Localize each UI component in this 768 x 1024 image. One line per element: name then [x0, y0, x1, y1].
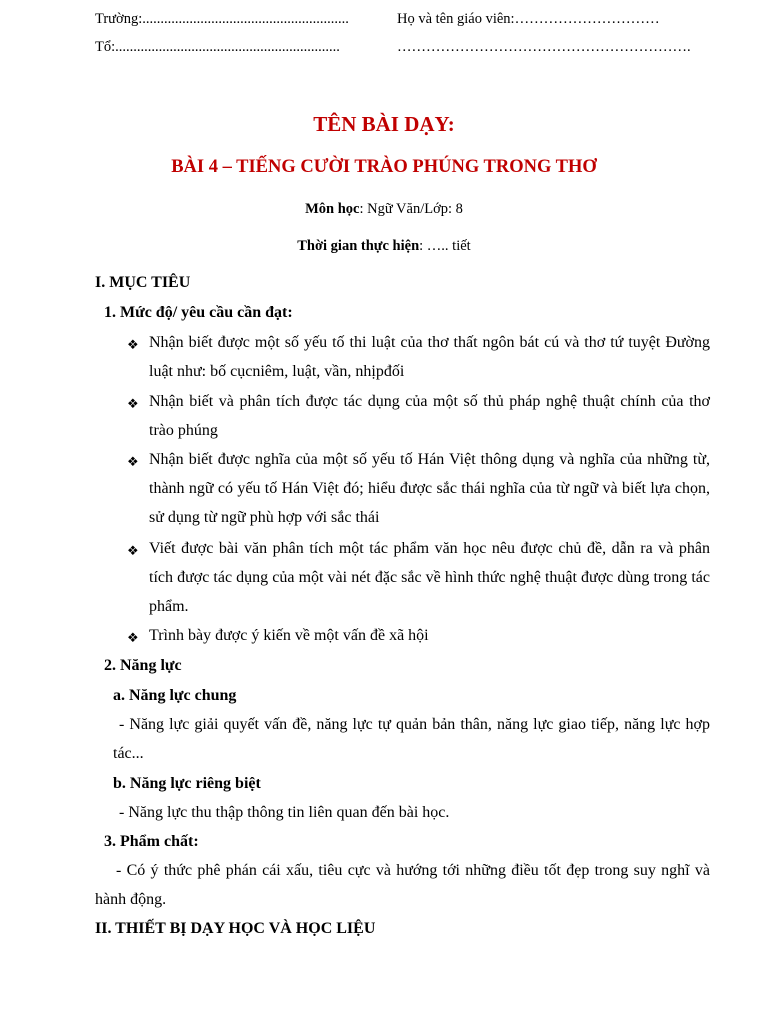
time-value: : ….. tiết: [419, 238, 471, 254]
bullet-item-5: Trình bày được ý kiến về một vấn đề xã hội: [149, 627, 429, 644]
bullet-item-1: Nhận biết được một số yếu tố thi luật của thơ thất ngôn bát cú và thơ tứ tuyệt Đường luật như: bố cụcniêm, luật, vần, nhịpđối: [149, 334, 710, 380]
section-1-1-heading: 1. Mức độ/ yêu cầu cần đạt:: [104, 304, 293, 321]
subject-label: Môn học: [305, 201, 360, 217]
bullet-item-4: Viết được bài văn phân tích một tác phẩm văn học nêu được chủ đề, dẫn ra và phân tích được tác dụng của một vài nét đặc sắc về hình thức nghệ thuật được dùng trong tác phẩm.: [149, 540, 710, 615]
section-1-2-heading: 2. Năng lực: [104, 657, 182, 674]
bullet-item-2: Nhận biết và phân tích được tác dụng của một số thủ pháp nghệ thuật chính của thơ trào phúng: [149, 393, 710, 439]
section-1-3-heading: 3. Phẩm chất:: [104, 833, 199, 850]
bullet-icon: ❖: [127, 630, 139, 645]
lesson-title: BÀI 4 – TIẾNG CƯỜI TRÀO PHÚNG TRONG THƠ: [171, 157, 597, 177]
subject-value: : Ngữ Văn/Lớp: 8: [359, 201, 463, 217]
subject-line: [0, 201, 768, 218]
time-label: Thời gian thực hiện: [297, 238, 420, 254]
section-2-heading: II. THIẾT BỊ DẠY HỌC VÀ HỌC LIỆU: [95, 920, 376, 937]
specific-competence-text: - Năng lực thu thập thông tin liên quan đến bài học.: [119, 804, 450, 821]
time-line: [0, 238, 768, 255]
group-line: Tổ:..............................................................: [95, 39, 340, 55]
section-1-2b-heading: b. Năng lực riêng biệt: [113, 775, 261, 792]
section-1-2a-heading: a. Năng lực chung: [113, 687, 237, 704]
quality-text: - Có ý thức phê phán cái xấu, tiêu cực và hướng tới những điều tốt đẹp trong suy nghĩ và hành động.: [95, 862, 710, 908]
general-competence-text: - Năng lực giải quyết vấn đề, năng lực tự quản bản thân, năng lực giao tiếp, năng lực hợp tác...: [113, 716, 710, 762]
bullet-item-3: Nhận biết được nghĩa của một số yếu tố Hán Việt thông dụng và nghĩa của những từ, thành ngữ có yếu tố Hán Việt đó; hiểu được sắc thái nghĩa của từ ngữ và biết lựa chọn, sử dụng từ ngữ phù hợp với sắc thái: [149, 451, 710, 526]
page-title: TÊN BÀI DẠY:: [313, 112, 455, 136]
teacher-dots-line: …………………………………………………….: [397, 39, 691, 55]
teacher-line: Họ và tên giáo viên:…………………………: [397, 11, 660, 27]
school-line: Trường:.........................................................: [95, 11, 349, 27]
section-1-heading: I. MỤC TIÊU: [95, 274, 191, 291]
bullet-icon: ❖: [127, 543, 139, 558]
bullet-icon: ❖: [127, 337, 139, 352]
bullet-icon: ❖: [127, 396, 139, 411]
bullet-icon: ❖: [127, 454, 139, 469]
